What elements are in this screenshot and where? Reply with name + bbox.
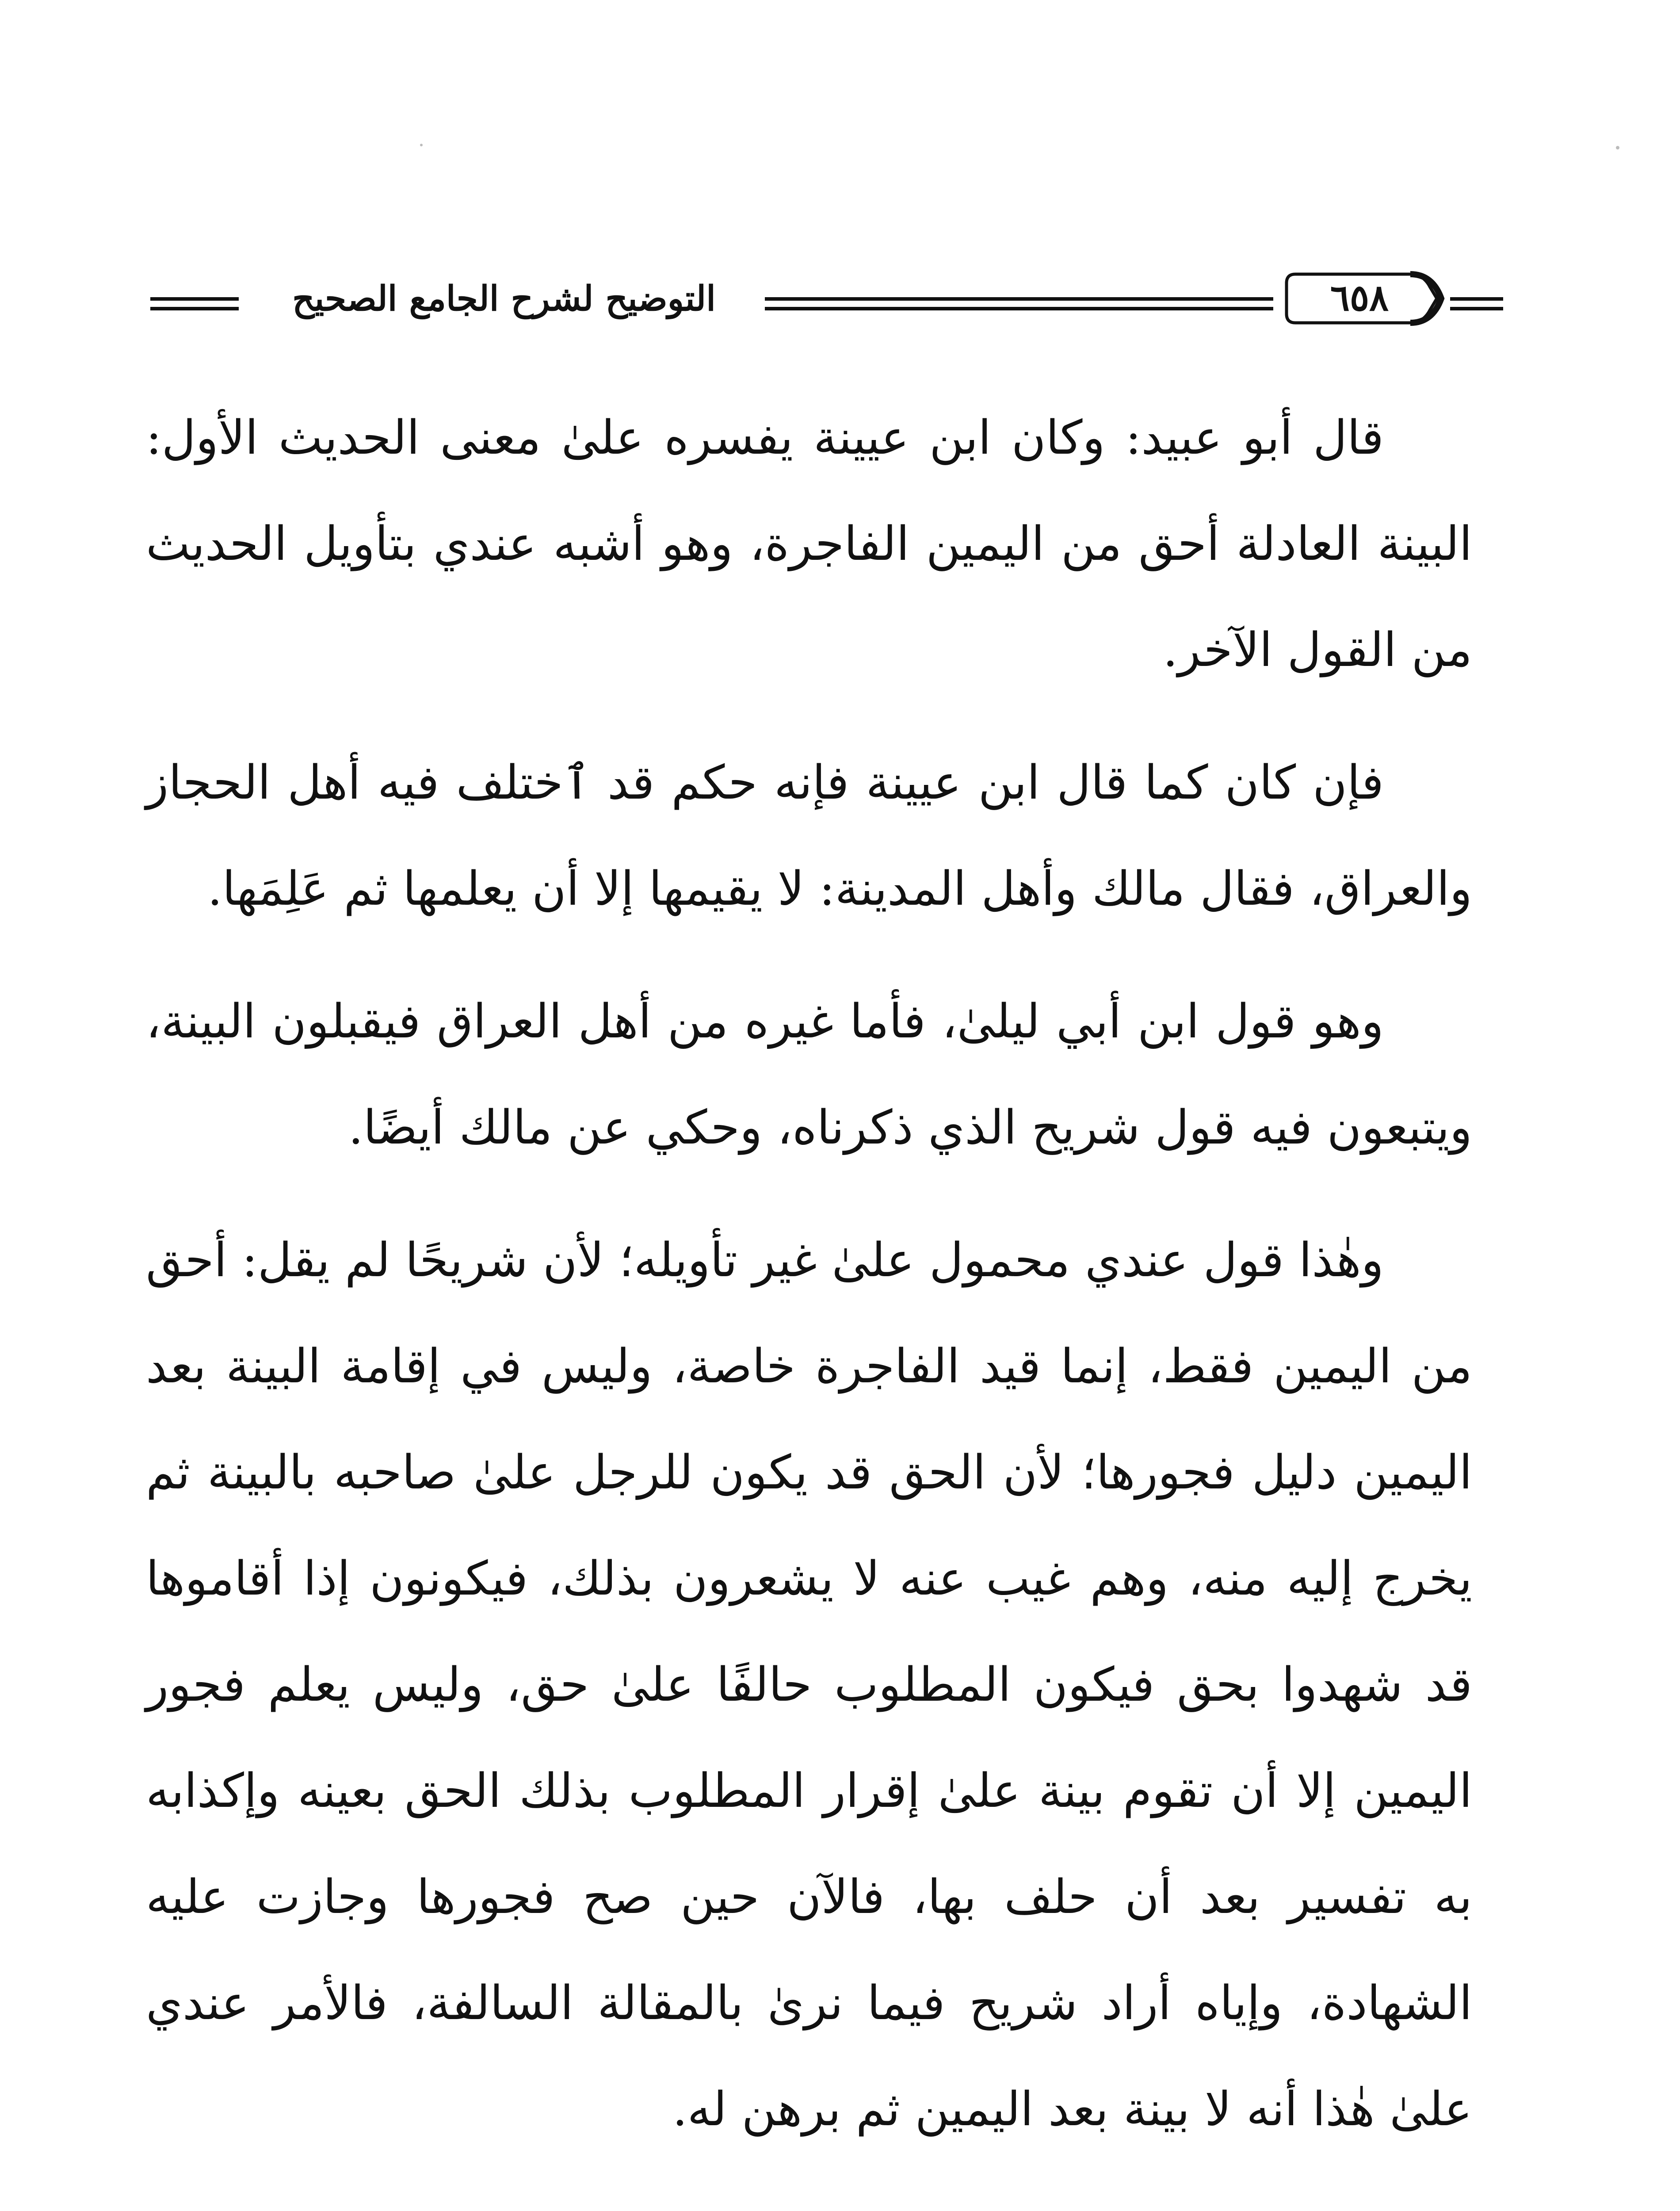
page-number: ٦٥٨ (1330, 277, 1389, 319)
paragraph-2: فإن كان كما قال ابن عيينة فإنه حكم قد ٱختلف فيه أهل الحجاز والعراق، فقال مالك وأهل المدينة: لا يقيمها إلا أن يعلمها ثم عَلِمَها. (146, 755, 1472, 916)
header-rule-middle (765, 297, 1273, 310)
page-number-ornament (1278, 265, 1450, 332)
scan-speck (420, 144, 423, 146)
paragraph-5 (146, 2189, 1472, 2211)
scan-speck (1616, 146, 1619, 149)
paragraph-1: قال أبو عبيد: وكان ابن عيينة يفسره علىٰ معنى الحديث الأول: البينة العادلة أحق من اليمين الفاجرة، وهو أشبه عندي بتأويل الحديث من القول الآخر. (146, 410, 1472, 677)
running-header (133, 265, 1481, 343)
paragraph-4: وهٰذا قول عندي محمول علىٰ غير تأويله؛ لأن شريحًا لم يقل: أحق من اليمين فقط، إنما قيد الفاجرة خاصة، وليس في إقامة البينة بعد اليمين دليل فجورها؛ لأن الحق قد يكون للرجل علىٰ صاحبه بالبينة ثم يخرج إليه منه، وهم غيب عنه لا يشعرون بذلك، فيكونون إذا أقاموها قد شهدوا بحق فيكون المطلوب حالفًا علىٰ حق، وليس يعلم فجور اليمين إلا أن تقوم بينة علىٰ إقرار المطلوب بذلك الحق بعينه وإكذابه به تفسير بعد أن حلف بها، فالآن حين صح فجورها وجازت عليه الشهادة، وإياه أراد شريح فيما نرىٰ بالمقالة السالفة، فالأمر عندي علىٰ هٰذا أنه لا بينة بعد اليمين ثم برهن له. (146, 1233, 1472, 2136)
running-title: التوضيح لشرح الجامع الصحيح (292, 279, 716, 319)
paragraph-3: وهو قول ابن أبي ليلىٰ، فأما غيره من أهل العراق فيقبلون البينة، ويتبعون فيه قول شريح الذي ذكرناه، وحكي عن مالك أيضًا. (146, 994, 1472, 1155)
header-rule-left (150, 297, 239, 310)
main-text (146, 385, 1472, 2211)
header-rule-right (1450, 297, 1503, 310)
